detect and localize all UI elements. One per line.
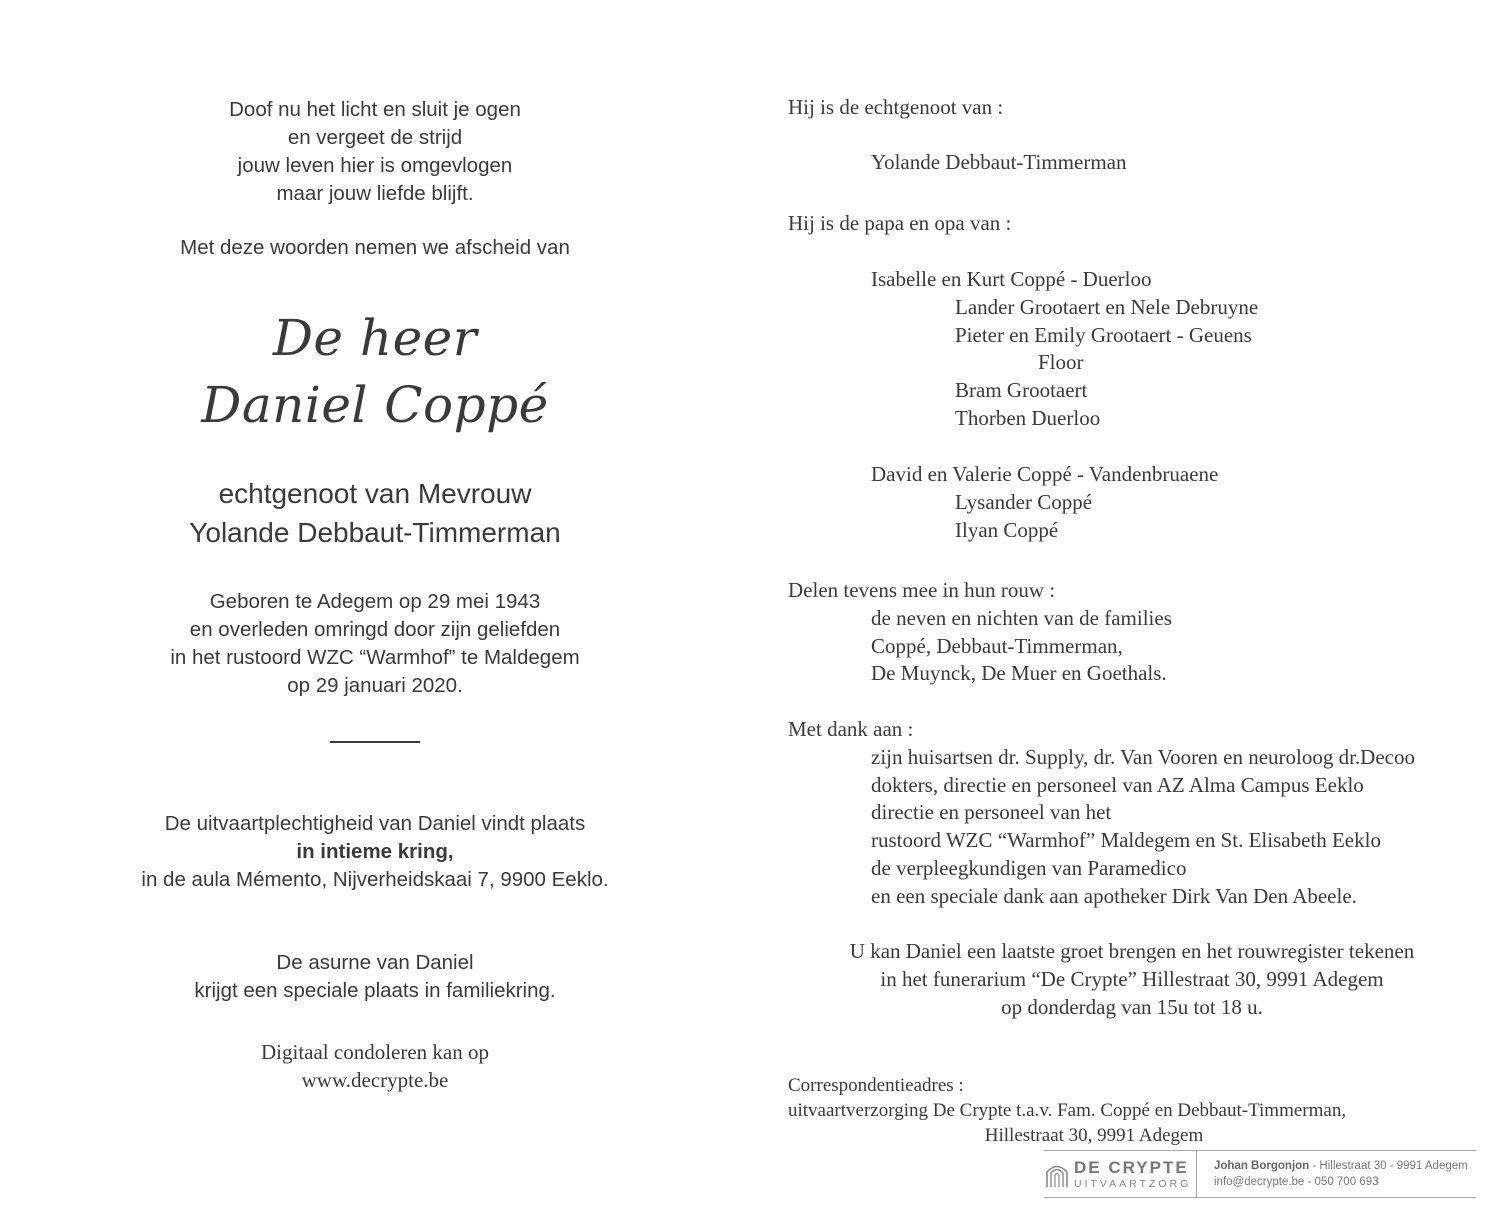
brand-name: DE CRYPTE xyxy=(1074,1158,1189,1177)
visitation-line: in het funerarium “De Crypte” Hillestraat 30, 9991 Adegem xyxy=(880,966,1384,991)
contact-name: Johan Borgonjon xyxy=(1214,1160,1310,1172)
thanks-line: zijn huisartsen dr. Supply, dr. Van Vooren en neuroloog dr.Decoo xyxy=(871,744,1415,769)
condolence-line: Digitaal condoleren kan op xyxy=(260,1040,489,1064)
family-list-2 xyxy=(788,461,1218,544)
correspondence-line: Hillestraat 30, 9991 Adegem xyxy=(984,1125,1204,1146)
mourning-heading: Delen tevens mee in hun rouw : xyxy=(788,578,1056,602)
family-member: David en Valerie Coppé - Vandenbruaene xyxy=(871,462,1219,486)
deceased-name xyxy=(110,305,640,439)
name-full: Daniel Coppé xyxy=(201,376,549,434)
thanks-line: en een speciale dank aan apotheker Dirk Van Den Abeele. xyxy=(871,883,1357,908)
family-heading: Hij is de papa en opa van : xyxy=(788,211,1012,235)
thanks-line: dokters, directie en personeel van AZ Alma Campus Eeklo xyxy=(871,772,1364,797)
visitation-line: op donderdag van 15u tot 18 u. xyxy=(1001,994,1263,1019)
condolence-url: www.decrypte.be xyxy=(301,1068,449,1092)
mourning-block xyxy=(788,577,1172,688)
mourning-line: De Muynck, De Muer en Goethals. xyxy=(871,661,1167,686)
intro-text: Met deze woorden nemen we afscheid van xyxy=(180,236,570,259)
poem-line: jouw leven hier is omgevlogen xyxy=(237,154,513,177)
family-member: Ilyan Coppé xyxy=(955,517,1059,542)
poem xyxy=(110,96,640,208)
urn-line: krijgt een speciale plaats in familiekring. xyxy=(194,979,556,1002)
family-list-1 xyxy=(788,266,1258,433)
poem-line: Doof nu het licht en sluit je ogen xyxy=(229,98,521,121)
info-line: in het rustoord WZC “Warmhof” te Maldegem xyxy=(170,646,580,669)
brand-subtitle: UITVAARTZORG xyxy=(1074,1178,1192,1190)
contact-email-phone: info@decrypte.be - 050 700 693 xyxy=(1214,1176,1379,1188)
funeral-home-logo xyxy=(1044,1151,1197,1197)
visitation-line: U kan Daniel een laatste groet brengen en het rouwregister tekenen xyxy=(849,939,1415,963)
birth-death-info xyxy=(110,588,640,700)
mourning-line: de neven en nichten van de families xyxy=(871,605,1172,630)
family-member: Thorben Duerloo xyxy=(955,405,1101,430)
thanks-line: rustoord WZC “Warmhof” Maldegem en St. Elisabeth Eeklo xyxy=(871,828,1381,853)
thanks-block xyxy=(788,716,1415,911)
family-member: Lysander Coppé xyxy=(955,489,1093,514)
thanks-heading: Met dank aan : xyxy=(788,717,914,741)
contact-info xyxy=(1214,1158,1468,1190)
correspondence-line: uitvaartverzorging De Crypte t.a.v. Fam. Coppé en Debbaut-Timmerman, xyxy=(788,1100,1347,1121)
ceremony-info xyxy=(110,810,640,894)
poem-line: maar jouw liefde blijft. xyxy=(276,182,474,205)
correspondence-address xyxy=(788,1073,1400,1148)
info-line: op 29 januari 2020. xyxy=(287,674,463,697)
mourning-line: Coppé, Debbaut-Timmerman, xyxy=(871,633,1123,658)
urn-info xyxy=(110,949,640,1005)
spouse-heading: Hij is de echtgenoot van : xyxy=(788,95,1004,119)
spouse-line: echtgenoot van Mevrouw xyxy=(218,478,532,509)
ceremony-line: in de aula Mémento, Nijverheidskaai 7, 9900 Eeklo. xyxy=(141,868,609,891)
name-title: De heer xyxy=(272,309,478,367)
thanks-line: de verpleegkundigen van Paramedico xyxy=(871,855,1187,880)
funeral-home-footer xyxy=(1044,1150,1476,1198)
correspondence-heading: Correspondentieadres : xyxy=(788,1075,964,1096)
family-member: Isabelle en Kurt Coppé - Duerloo xyxy=(871,267,1152,291)
divider xyxy=(330,741,420,743)
ceremony-line: De uitvaartplechtigheid van Daniel vindt plaats xyxy=(164,812,586,835)
info-line: Geboren te Adegem op 29 mei 1943 xyxy=(209,590,541,613)
urn-line: De asurne van Daniel xyxy=(276,951,474,974)
ceremony-line-bold: in intieme kring, xyxy=(296,840,454,863)
family-member: Floor xyxy=(1038,350,1084,375)
family-member: Lander Grootaert en Nele Debruyne xyxy=(955,294,1259,319)
family-member: Bram Grootaert xyxy=(955,378,1088,403)
spouse-line: Yolande Debbaut-Timmerman xyxy=(189,517,561,548)
info-line: en overleden omringd door zijn geliefden xyxy=(189,618,561,641)
family-member: Pieter en Emily Grootaert - Geuens xyxy=(955,322,1252,347)
visitation-info xyxy=(788,938,1476,1021)
condolence-info xyxy=(110,1038,640,1094)
poem-line: en vergeet de strijd xyxy=(287,126,463,149)
contact-address: - Hillestraat 30 - 9991 Adegem xyxy=(1309,1160,1468,1172)
thanks-line: directie en personeel van het xyxy=(871,800,1112,825)
spouse-name: Yolande Debbaut-Timmerman xyxy=(871,150,1127,174)
spouse-block xyxy=(110,474,640,552)
arch-icon xyxy=(1046,1160,1068,1188)
